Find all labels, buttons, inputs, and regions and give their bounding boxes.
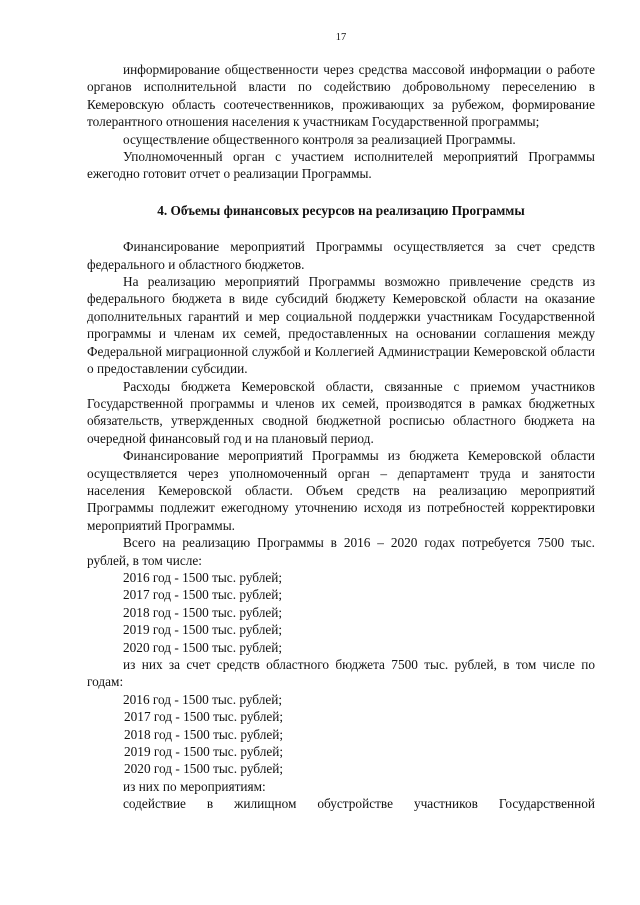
paragraph-by-activity: из них по мероприятиям:: [123, 778, 266, 794]
paragraph-financing-sources: Финансирование мероприятий Программы осуществляется за счет средств федерального и областного бюджетов.: [87, 239, 595, 272]
paragraph-regional-expenses: Расходы бюджета Кемеровской области, связанные с приемом участников Государственной программы и членов их семей, производятся в рамках бюджетных обязательств, утвержденных сводной бюджетной росписью областного бюджета на очередной финансовый год и на плановый период.: [87, 378, 595, 446]
list-item: 2018 год - 1500 тыс. рублей;: [123, 604, 283, 620]
paragraph-housing-assistance: содействие в жилищном обустройстве участников Государственной: [123, 796, 595, 812]
list-item: 2020 год - 1500 тыс. рублей;: [124, 761, 284, 777]
page-number: 17: [335, 32, 347, 43]
regional-by-year-list: [87, 691, 595, 778]
list-item: 2019 год - 1500 тыс. рублей;: [123, 622, 283, 638]
list-item: 2019 год - 1500 тыс. рублей;: [124, 744, 284, 760]
paragraph-federal-subsidies: На реализацию мероприятий Программы возможно привлечение средств из федерального бюджета в виде субсидий бюджету Кемеровской области на оказание дополнительных гарантий и мер социальной поддержки участникам Государственной программы и членам их семей, предоставленных на основании соглашения между Федеральной миграционной службой и Коллегией Администрации Кемеровской области о предоставлении субсидии.: [87, 274, 595, 377]
paragraph-authorized-body: Финансирование мероприятий Программы из бюджета Кемеровской области осуществляется через уполномоченный орган – департамент труда и занятости населения Кемеровской области. Объем средств на реализацию мероприятий Программы подлежит ежегодному уточнению исходя из потребностей корректировки мероприятий Программы.: [87, 448, 595, 533]
paragraph-public-control: осуществление общественного контроля за реализацией Программы.: [123, 131, 516, 147]
list-item: 2020 год - 1500 тыс. рублей;: [123, 639, 283, 655]
list-item: 2016 год - 1500 тыс. рублей;: [123, 691, 283, 707]
document-body: [87, 61, 595, 813]
paragraph-regional-budget: из них за счет средств областного бюджета 7500 тыс. рублей, в том числе по годам:: [87, 657, 595, 690]
list-item: 2018 год - 1500 тыс. рублей;: [124, 726, 284, 742]
paragraph-annual-report: Уполномоченный орган с участием исполнителей мероприятий Программы ежегодно готовит отчет о реализации Программы.: [87, 149, 595, 182]
paragraph-informing-public: информирование общественности через средства массовой информации о работе органов исполнительной власти по содействию добровольному переселению в Кемеровскую область соотечественников, проживающих за рубежом, формирование толерантного отношения населения к участникам Государственной программы;: [87, 62, 595, 130]
list-item: 2017 год - 1500 тыс. рублей;: [124, 709, 284, 725]
list-item: 2017 год - 1500 тыс. рублей;: [123, 587, 283, 603]
total-by-year-list: [87, 569, 595, 656]
list-item: 2016 год - 1500 тыс. рублей;: [123, 569, 283, 585]
paragraph-total-amount: Всего на реализацию Программы в 2016 – 2020 годах потребуется 7500 тыс. рублей, в том числе:: [87, 535, 595, 568]
section-heading: 4. Объемы финансовых ресурсов на реализацию Программы: [157, 202, 525, 218]
